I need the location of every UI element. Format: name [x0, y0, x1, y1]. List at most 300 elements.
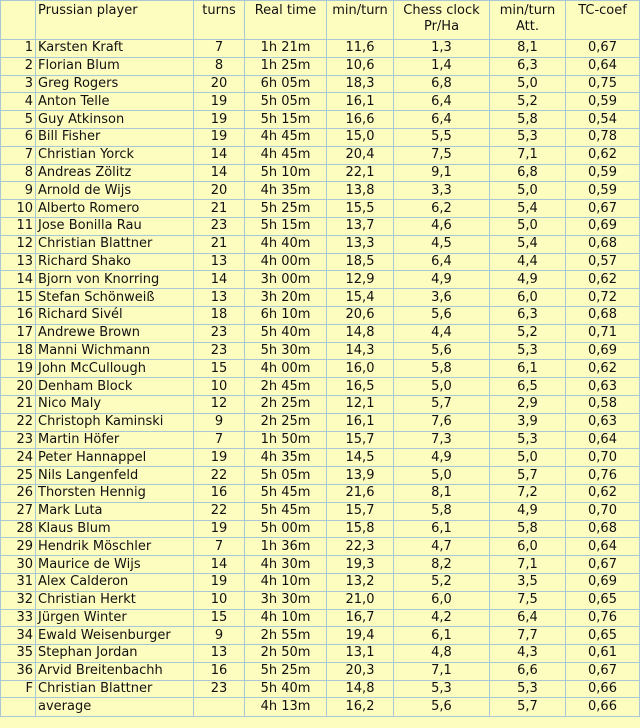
real-time-cell: 3h 20m — [245, 289, 327, 307]
turns-cell: 16 — [194, 484, 245, 502]
row-number: 26 — [1, 484, 36, 502]
real-time-cell: 5h 05m — [245, 93, 327, 111]
min-turn-att-cell: 7,1 — [490, 556, 566, 574]
row-number: 2 — [1, 57, 36, 75]
chess-clock-cell: 7,1 — [394, 662, 490, 680]
player-name: Richard Sivél — [36, 306, 194, 324]
turns-cell: 19 — [194, 520, 245, 538]
min-turn-att-cell: 7,5 — [490, 591, 566, 609]
chess-clock-cell: 8,2 — [394, 556, 490, 574]
min-turn-cell: 14,8 — [327, 680, 394, 698]
table-row — [1, 342, 640, 360]
min-turn-att-cell: 5,3 — [490, 342, 566, 360]
min-turn-att-cell: 5,7 — [490, 467, 566, 485]
tc-coef-cell: 0,62 — [566, 271, 640, 289]
table-row — [1, 182, 640, 200]
table-row — [1, 556, 640, 574]
table-row — [1, 111, 640, 129]
chess-clock-cell: 5,6 — [394, 306, 490, 324]
min-turn-att-cell: 7,2 — [490, 484, 566, 502]
real-time-cell: 3h 00m — [245, 271, 327, 289]
min-turn-cell: 13,7 — [327, 217, 394, 235]
table-row — [1, 93, 640, 111]
row-number: 1 — [1, 40, 36, 58]
real-time-cell: 1h 25m — [245, 57, 327, 75]
chess-clock-cell: 5,6 — [394, 342, 490, 360]
row-number: 10 — [1, 200, 36, 218]
min-turn-att-cell: 6,5 — [490, 378, 566, 396]
row-number: 27 — [1, 502, 36, 520]
tc-coef-cell: 0,64 — [566, 57, 640, 75]
min-turn-cell: 18,3 — [327, 75, 394, 93]
row-number: F — [1, 680, 36, 698]
turns-cell: 21 — [194, 235, 245, 253]
tc-coef-cell: 0,72 — [566, 289, 640, 307]
turns-cell: 13 — [194, 253, 245, 271]
real-time-cell: 2h 25m — [245, 395, 327, 413]
min-turn-cell: 15,7 — [327, 431, 394, 449]
min-turn-cell: 20,3 — [327, 662, 394, 680]
tc-coef-cell: 0,69 — [566, 217, 640, 235]
min-turn-cell: 21,6 — [327, 484, 394, 502]
turns-cell: 16 — [194, 662, 245, 680]
real-time-cell: 1h 50m — [245, 431, 327, 449]
tc-coef-cell: 0,59 — [566, 182, 640, 200]
chess-clock-cell: 3,6 — [394, 289, 490, 307]
chess-clock-cell: 6,1 — [394, 520, 490, 538]
player-name: Stephan Jordan — [36, 645, 194, 663]
min-turn-att-cell: 5,2 — [490, 93, 566, 111]
tc-coef-cell: 0,59 — [566, 164, 640, 182]
average-row — [1, 698, 640, 717]
min-turn-cell: 14,5 — [327, 449, 394, 467]
player-name: Mark Luta — [36, 502, 194, 520]
chess-clock-cell: 6,8 — [394, 75, 490, 93]
header-num — [1, 1, 36, 40]
min-turn-cell: 12,1 — [327, 395, 394, 413]
turns-cell: 7 — [194, 40, 245, 58]
player-name: Christian Herkt — [36, 591, 194, 609]
chess-clock-cell: 9,1 — [394, 164, 490, 182]
real-time-cell: 5h 15m — [245, 111, 327, 129]
chess-clock-cell: 6,1 — [394, 627, 490, 645]
tc-coef-cell: 0,57 — [566, 253, 640, 271]
player-name: Nils Langenfeld — [36, 467, 194, 485]
header-player: Prussian player — [36, 1, 194, 40]
turns-cell: 9 — [194, 413, 245, 431]
chess-clock-cell: 6,0 — [394, 591, 490, 609]
chess-clock-cell: 1,4 — [394, 57, 490, 75]
player-name: Denham Block — [36, 378, 194, 396]
player-name: Andreas Zölitz — [36, 164, 194, 182]
real-time-cell: 6h 10m — [245, 306, 327, 324]
turns-cell: 14 — [194, 164, 245, 182]
real-time-cell: 6h 05m — [245, 75, 327, 93]
min-turn-cell: 19,3 — [327, 556, 394, 574]
player-name: Alberto Romero — [36, 200, 194, 218]
table-row — [1, 502, 640, 520]
min-turn-att-cell: 2,9 — [490, 395, 566, 413]
player-name: Nico Maly — [36, 395, 194, 413]
turns-cell: 19 — [194, 573, 245, 591]
min-turn-cell: 14,8 — [327, 324, 394, 342]
turns-cell: 21 — [194, 200, 245, 218]
turns-cell: 20 — [194, 182, 245, 200]
real-time-cell: 1h 36m — [245, 538, 327, 556]
real-time-cell: 5h 45m — [245, 502, 327, 520]
player-name: Richard Shako — [36, 253, 194, 271]
player-name: Arvid Breitenbachh — [36, 662, 194, 680]
chess-clock-cell: 5,0 — [394, 467, 490, 485]
chess-clock-cell: 6,4 — [394, 253, 490, 271]
player-name: Bill Fisher — [36, 128, 194, 146]
tc-coef-cell: 0,63 — [566, 413, 640, 431]
min-turn-cell: 20,4 — [327, 146, 394, 164]
header-tc-coef: TC-coef — [566, 1, 640, 40]
turns-cell: 19 — [194, 111, 245, 129]
min-turn-cell: 11,6 — [327, 40, 394, 58]
player-name: Martin Höfer — [36, 431, 194, 449]
tc-coef-cell: 0,75 — [566, 75, 640, 93]
player-name: Karsten Kraft — [36, 40, 194, 58]
player-name: Greg Rogers — [36, 75, 194, 93]
table-row — [1, 449, 640, 467]
min-turn-cell: 15,7 — [327, 502, 394, 520]
chess-clock-cell: 4,6 — [394, 217, 490, 235]
min-turn-att-cell: 5,3 — [490, 431, 566, 449]
row-number: 11 — [1, 217, 36, 235]
chess-clock-cell: 7,5 — [394, 146, 490, 164]
real-time-cell: 4h 45m — [245, 146, 327, 164]
row-number: 13 — [1, 253, 36, 271]
header-real-time: Real time — [245, 1, 327, 40]
row-number: 33 — [1, 609, 36, 627]
tc-coef-cell: 0,70 — [566, 502, 640, 520]
min-turn-cell: 21,0 — [327, 591, 394, 609]
tc-coef-cell: 0,63 — [566, 378, 640, 396]
table-row — [1, 217, 640, 235]
chess-clock-cell: 5,8 — [394, 360, 490, 378]
min-turn-cell: 13,9 — [327, 467, 394, 485]
chess-clock-cell: 4,4 — [394, 324, 490, 342]
turns-cell: 14 — [194, 271, 245, 289]
tc-coef-cell: 0,67 — [566, 662, 640, 680]
min-turn-cell: 22,3 — [327, 538, 394, 556]
tc-coef-cell: 0,61 — [566, 645, 640, 663]
row-number: 16 — [1, 306, 36, 324]
min-turn-cell: 13,8 — [327, 182, 394, 200]
tc-coef-cell: 0,64 — [566, 431, 640, 449]
tc-coef-cell: 0,68 — [566, 520, 640, 538]
real-time-cell: 5h 30m — [245, 342, 327, 360]
player-name: Arnold de Wijs — [36, 182, 194, 200]
player-name: John McCullough — [36, 360, 194, 378]
tc-coef-cell: 0,78 — [566, 128, 640, 146]
min-turn-cell: 13,3 — [327, 235, 394, 253]
table-row — [1, 645, 640, 663]
average-min-turn-att: 5,7 — [490, 698, 566, 717]
min-turn-cell: 13,2 — [327, 573, 394, 591]
row-number: 31 — [1, 573, 36, 591]
real-time-cell: 5h 40m — [245, 680, 327, 698]
min-turn-att-cell: 6,8 — [490, 164, 566, 182]
chess-clock-cell: 6,4 — [394, 111, 490, 129]
turns-cell: 15 — [194, 360, 245, 378]
turns-cell: 13 — [194, 289, 245, 307]
min-turn-cell: 18,5 — [327, 253, 394, 271]
table-row — [1, 591, 640, 609]
row-number: 24 — [1, 449, 36, 467]
tc-coef-cell: 0,65 — [566, 627, 640, 645]
min-turn-att-cell: 6,3 — [490, 57, 566, 75]
min-turn-att-cell: 4,4 — [490, 253, 566, 271]
header-turns: turns — [194, 1, 245, 40]
turns-cell: 15 — [194, 609, 245, 627]
table-row — [1, 413, 640, 431]
real-time-cell: 4h 10m — [245, 609, 327, 627]
turns-cell: 7 — [194, 538, 245, 556]
row-number: 15 — [1, 289, 36, 307]
tc-coef-cell: 0,67 — [566, 556, 640, 574]
table-row — [1, 146, 640, 164]
real-time-cell: 2h 55m — [245, 627, 327, 645]
row-number: 23 — [1, 431, 36, 449]
turns-cell: 10 — [194, 378, 245, 396]
tc-coef-cell: 0,62 — [566, 360, 640, 378]
real-time-cell: 5h 25m — [245, 200, 327, 218]
row-number: 5 — [1, 111, 36, 129]
real-time-cell: 4h 35m — [245, 449, 327, 467]
tc-coef-cell: 0,64 — [566, 538, 640, 556]
turns-cell: 22 — [194, 467, 245, 485]
min-turn-cell: 15,8 — [327, 520, 394, 538]
real-time-cell: 5h 15m — [245, 217, 327, 235]
real-time-cell: 2h 50m — [245, 645, 327, 663]
player-name: Anton Telle — [36, 93, 194, 111]
tc-coef-cell: 0,70 — [566, 449, 640, 467]
player-name: Jose Bonilla Rau — [36, 217, 194, 235]
tc-coef-cell: 0,76 — [566, 467, 640, 485]
row-number: 14 — [1, 271, 36, 289]
chess-clock-cell: 8,1 — [394, 484, 490, 502]
row-number: 18 — [1, 342, 36, 360]
tc-coef-cell: 0,65 — [566, 591, 640, 609]
table-row — [1, 520, 640, 538]
average-real-time: 4h 13m — [245, 698, 327, 717]
min-turn-cell: 14,3 — [327, 342, 394, 360]
turns-cell: 13 — [194, 645, 245, 663]
real-time-cell: 1h 21m — [245, 40, 327, 58]
min-turn-att-cell: 5,4 — [490, 200, 566, 218]
row-number: 9 — [1, 182, 36, 200]
tc-coef-cell: 0,58 — [566, 395, 640, 413]
real-time-cell: 5h 25m — [245, 662, 327, 680]
min-turn-att-cell: 5,0 — [490, 182, 566, 200]
chess-clock-cell: 5,2 — [394, 573, 490, 591]
turns-cell: 7 — [194, 431, 245, 449]
min-turn-att-cell: 6,6 — [490, 662, 566, 680]
min-turn-cell: 15,0 — [327, 128, 394, 146]
player-name: Andrewe Brown — [36, 324, 194, 342]
table-row — [1, 467, 640, 485]
player-name: Stefan Schönweiß — [36, 289, 194, 307]
min-turn-att-cell: 7,1 — [490, 146, 566, 164]
average-min-turn: 16,2 — [327, 698, 394, 717]
table-row — [1, 538, 640, 556]
real-time-cell: 5h 00m — [245, 520, 327, 538]
chess-clock-cell: 5,0 — [394, 378, 490, 396]
min-turn-att-cell: 3,9 — [490, 413, 566, 431]
header-min-turn-att: min/turn Att. — [490, 1, 566, 40]
tc-coef-cell: 0,54 — [566, 111, 640, 129]
min-turn-att-cell: 5,0 — [490, 449, 566, 467]
min-turn-att-cell: 6,0 — [490, 289, 566, 307]
min-turn-cell: 22,1 — [327, 164, 394, 182]
table-row — [1, 360, 640, 378]
min-turn-att-cell: 5,0 — [490, 75, 566, 93]
min-turn-att-cell: 5,2 — [490, 324, 566, 342]
row-number: 34 — [1, 627, 36, 645]
real-time-cell: 4h 35m — [245, 182, 327, 200]
table-row — [1, 128, 640, 146]
table-row — [1, 680, 640, 698]
min-turn-cell: 15,5 — [327, 200, 394, 218]
table-row — [1, 378, 640, 396]
real-time-cell: 4h 10m — [245, 573, 327, 591]
table-row — [1, 57, 640, 75]
player-name: Ewald Weisenburger — [36, 627, 194, 645]
table-row — [1, 289, 640, 307]
table-row — [1, 75, 640, 93]
average-tc-coef: 0,66 — [566, 698, 640, 717]
min-turn-cell: 10,6 — [327, 57, 394, 75]
min-turn-att-cell: 6,3 — [490, 306, 566, 324]
average-turns — [194, 698, 245, 717]
chess-clock-cell: 7,6 — [394, 413, 490, 431]
real-time-cell: 4h 00m — [245, 360, 327, 378]
row-number: 3 — [1, 75, 36, 93]
tc-coef-cell: 0,66 — [566, 680, 640, 698]
row-number: 19 — [1, 360, 36, 378]
table-row — [1, 306, 640, 324]
chess-clock-cell: 5,8 — [394, 502, 490, 520]
chess-clock-cell: 4,2 — [394, 609, 490, 627]
player-name: Christian Blattner — [36, 235, 194, 253]
real-time-cell: 5h 45m — [245, 484, 327, 502]
row-number: 22 — [1, 413, 36, 431]
row-number: 35 — [1, 645, 36, 663]
chess-clock-cell: 3,3 — [394, 182, 490, 200]
tc-coef-cell: 0,69 — [566, 573, 640, 591]
min-turn-cell: 20,6 — [327, 306, 394, 324]
player-name: Jürgen Winter — [36, 609, 194, 627]
tc-coef-cell: 0,68 — [566, 235, 640, 253]
row-number: 20 — [1, 378, 36, 396]
row-number: 25 — [1, 467, 36, 485]
player-name: Thorsten Hennig — [36, 484, 194, 502]
min-turn-cell: 16,0 — [327, 360, 394, 378]
real-time-cell: 4h 40m — [245, 235, 327, 253]
min-turn-cell: 16,5 — [327, 378, 394, 396]
real-time-cell: 4h 45m — [245, 128, 327, 146]
chess-clock-cell: 5,5 — [394, 128, 490, 146]
player-name: Bjorn von Knorring — [36, 271, 194, 289]
min-turn-att-cell: 4,9 — [490, 271, 566, 289]
min-turn-cell: 13,1 — [327, 645, 394, 663]
chess-clock-cell: 1,3 — [394, 40, 490, 58]
table-row — [1, 609, 640, 627]
table-row — [1, 40, 640, 58]
min-turn-att-cell: 5,3 — [490, 128, 566, 146]
turns-cell: 14 — [194, 556, 245, 574]
tc-coef-cell: 0,62 — [566, 484, 640, 502]
table-row — [1, 164, 640, 182]
table-row — [1, 431, 640, 449]
tc-coef-cell: 0,59 — [566, 93, 640, 111]
row-number: 32 — [1, 591, 36, 609]
player-name: Maurice de Wijs — [36, 556, 194, 574]
min-turn-att-cell: 5,8 — [490, 111, 566, 129]
tc-coef-cell: 0,69 — [566, 342, 640, 360]
table-row — [1, 395, 640, 413]
chess-clock-cell: 4,5 — [394, 235, 490, 253]
row-number — [1, 698, 36, 717]
tc-coef-cell: 0,71 — [566, 324, 640, 342]
min-turn-att-cell: 4,3 — [490, 645, 566, 663]
table-row — [1, 627, 640, 645]
turns-cell: 10 — [194, 591, 245, 609]
row-number: 28 — [1, 520, 36, 538]
player-name: Christoph Kaminski — [36, 413, 194, 431]
table-row — [1, 484, 640, 502]
header-min-turn: min/turn — [327, 1, 394, 40]
min-turn-att-cell: 4,9 — [490, 502, 566, 520]
player-name: Christian Blattner — [36, 680, 194, 698]
header-chess-clock: Chess clock Pr/Ha — [394, 1, 490, 40]
min-turn-att-cell: 5,8 — [490, 520, 566, 538]
turns-cell: 19 — [194, 93, 245, 111]
table-row — [1, 271, 640, 289]
real-time-cell: 5h 10m — [245, 164, 327, 182]
real-time-cell: 4h 00m — [245, 253, 327, 271]
row-number: 12 — [1, 235, 36, 253]
tc-coef-cell: 0,68 — [566, 306, 640, 324]
row-number: 30 — [1, 556, 36, 574]
min-turn-cell: 16,6 — [327, 111, 394, 129]
min-turn-cell: 16,1 — [327, 93, 394, 111]
table-row — [1, 253, 640, 271]
turns-cell: 8 — [194, 57, 245, 75]
average-label: average — [36, 698, 194, 717]
player-name: Christian Yorck — [36, 146, 194, 164]
tc-coef-cell: 0,67 — [566, 200, 640, 218]
turns-cell: 19 — [194, 449, 245, 467]
min-turn-att-cell: 5,0 — [490, 217, 566, 235]
table-row — [1, 200, 640, 218]
tc-coef-cell: 0,76 — [566, 609, 640, 627]
min-turn-att-cell: 8,1 — [490, 40, 566, 58]
row-number: 17 — [1, 324, 36, 342]
real-time-cell: 2h 45m — [245, 378, 327, 396]
row-number: 6 — [1, 128, 36, 146]
row-number: 36 — [1, 662, 36, 680]
chess-clock-cell: 4,7 — [394, 538, 490, 556]
row-number: 29 — [1, 538, 36, 556]
turns-cell: 20 — [194, 75, 245, 93]
min-turn-att-cell: 3,5 — [490, 573, 566, 591]
real-time-cell: 4h 30m — [245, 556, 327, 574]
chess-clock-cell: 6,2 — [394, 200, 490, 218]
